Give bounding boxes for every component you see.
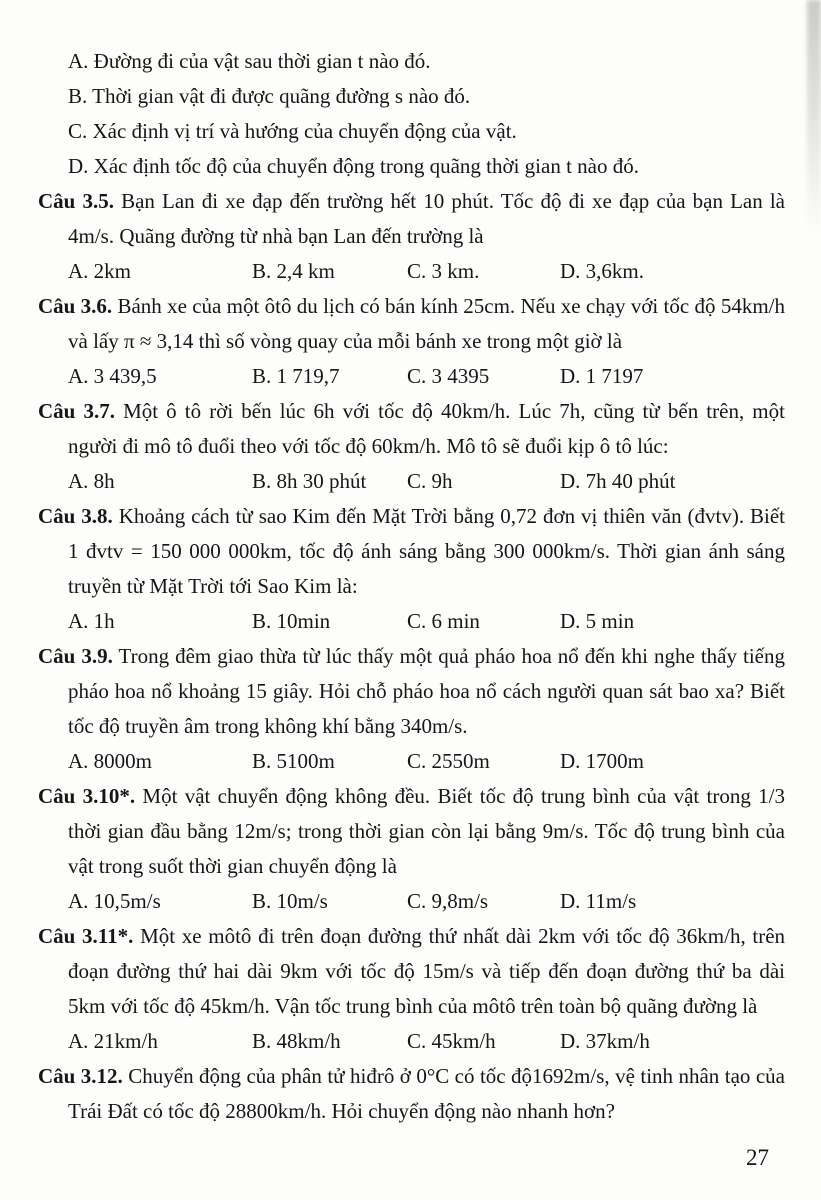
question-body: Bánh xe của một ôtô du lịch có bán kính 25cm. Nếu xe chạy với tốc độ 54km/h và lấy π ≈ 3,14 thì số vòng quay của mỗi bánh xe trong một giờ là xyxy=(68,294,785,353)
option-d: D. 5 min xyxy=(560,609,635,633)
option-d: D. 7h 40 phút xyxy=(560,469,676,493)
option-b: B. 10m/s xyxy=(252,889,328,913)
page-number: 27 xyxy=(746,1145,769,1170)
option-b: B. 1 719,7 xyxy=(252,364,340,388)
option-a: A. 21km/h xyxy=(68,1029,158,1053)
option-c: C. 9,8m/s xyxy=(407,889,489,913)
option-a: A. 8h xyxy=(68,469,115,493)
option-b: B. 5100m xyxy=(252,749,335,773)
option-a: A. 3 439,5 xyxy=(68,364,157,388)
answer-options xyxy=(68,359,785,394)
option-b: B. 10min xyxy=(252,609,331,633)
question-text xyxy=(38,1059,785,1129)
intro-options xyxy=(38,44,785,184)
option-c: C. 6 min xyxy=(407,609,480,633)
question-label: Câu 3.6. xyxy=(38,294,113,318)
question-body: Một xe môtô đi trên đoạn đường thứ nhất dài 2km với tốc độ 36km/h, trên đoạn đường thứ hai dài 9km với tốc độ 15m/s và tiếp đến đoạn đường thứ ba dài 5km với tốc độ 45km/h. Vận tốc trung bình của môtô trên toàn bộ quãng đường là xyxy=(68,924,786,1018)
question-text xyxy=(38,394,785,464)
option-a: A. 10,5m/s xyxy=(68,889,161,913)
question-3-11 xyxy=(38,919,785,1059)
answer-options xyxy=(68,1024,785,1059)
answer-options xyxy=(68,744,785,779)
option-b: B. 48km/h xyxy=(252,1029,341,1053)
question-text xyxy=(38,919,785,1024)
intro-option-c: C. Xác định vị trí và hướng của chuyển động của vật. xyxy=(68,119,517,143)
answer-options xyxy=(68,604,785,639)
question-label: Câu 3.11*. xyxy=(38,924,134,948)
question-3-8 xyxy=(38,499,785,639)
question-text xyxy=(38,639,785,744)
question-label: Câu 3.7. xyxy=(38,399,115,423)
question-body: Một vật chuyển động không đều. Biết tốc độ trung bình của vật trong 1/3 thời gian đầu bằng 12m/s; trong thời gian còn lại bằng 9m/s. Tốc độ trung bình của vật trong suốt thời gian chuyển động là xyxy=(68,784,785,878)
answer-options xyxy=(68,464,785,499)
option-d: D. 1 7197 xyxy=(560,364,644,388)
intro-option-b: B. Thời gian vật đi được quãng đường s nào đó. xyxy=(68,84,471,108)
question-body: Trong đêm giao thừa từ lúc thấy một quả pháo hoa nổ đến khi nghe thấy tiếng pháo hoa nổ khoảng 15 giây. Hỏi chỗ pháo hoa nổ cách người quan sát bao xa? Biết tốc độ truyền âm trong không khí bằng 340m/s. xyxy=(68,644,785,738)
question-text xyxy=(38,779,785,884)
question-3-12 xyxy=(38,1059,785,1129)
answer-options xyxy=(68,254,785,289)
option-a: A. 2km xyxy=(68,259,131,283)
question-label: Câu 3.12. xyxy=(38,1064,123,1088)
option-d: D. 1700m xyxy=(560,749,644,773)
question-3-7 xyxy=(38,394,785,499)
question-3-5 xyxy=(38,184,785,289)
question-text xyxy=(38,289,785,359)
question-3-9 xyxy=(38,639,785,779)
option-d: D. 37km/h xyxy=(560,1029,650,1053)
option-d: D. 3,6km. xyxy=(560,259,644,283)
question-text xyxy=(38,184,785,254)
option-c: C. 3 km. xyxy=(407,259,480,283)
question-label: Câu 3.9. xyxy=(38,644,113,668)
question-body: Chuyển động của phân tử hiđrô ở 0°C có tốc độ1692m/s, vệ tinh nhân tạo của Trái Đất có tốc độ 28800km/h. Hỏi chuyển động nào nhanh hơn? xyxy=(68,1064,785,1123)
option-c: C. 3 4395 xyxy=(407,364,490,388)
option-a: A. 1h xyxy=(68,609,115,633)
intro-option-a: A. Đường đi của vật sau thời gian t nào đó. xyxy=(68,49,431,73)
question-label: Câu 3.5. xyxy=(38,189,114,213)
question-label: Câu 3.8. xyxy=(38,504,113,528)
question-label: Câu 3.10*. xyxy=(38,784,136,808)
question-body: Bạn Lan đi xe đạp đến trường hết 10 phút. Tốc độ đi xe đạp của bạn Lan là 4m/s. Quãng đường từ nhà bạn Lan đến trường là xyxy=(68,189,785,248)
question-3-10 xyxy=(38,779,785,919)
question-body: Một ô tô rời bến lúc 6h với tốc độ 40km/h. Lúc 7h, cũng từ bến trên, một người đi mô tô đuổi theo với tốc độ 60km/h. Mô tô sẽ đuổi kịp ô tô lúc: xyxy=(68,399,785,458)
option-b: B. 2,4 km xyxy=(252,259,335,283)
option-c: C. 45km/h xyxy=(407,1029,496,1053)
option-d: D. 11m/s xyxy=(560,889,637,913)
option-a: A. 8000m xyxy=(68,749,152,773)
page-edge-shadow xyxy=(807,0,821,235)
option-c: C. 9h xyxy=(407,469,453,493)
answer-options xyxy=(68,884,785,919)
question-3-6 xyxy=(38,289,785,394)
intro-option-d: D. Xác định tốc độ của chuyển động trong quãng thời gian t nào đó. xyxy=(68,154,639,178)
question-text xyxy=(38,499,785,604)
option-c: C. 2550m xyxy=(407,749,490,773)
question-body: Khoảng cách từ sao Kim đến Mặt Trời bằng 0,72 đơn vị thiên văn (đvtv). Biết 1 đvtv = 150 000 000km, tốc độ ánh sáng bằng 300 000km/s. Thời gian ánh sáng truyền từ Mặt Trời tới Sao Kim là: xyxy=(68,504,786,598)
option-b: B. 8h 30 phút xyxy=(252,469,367,493)
